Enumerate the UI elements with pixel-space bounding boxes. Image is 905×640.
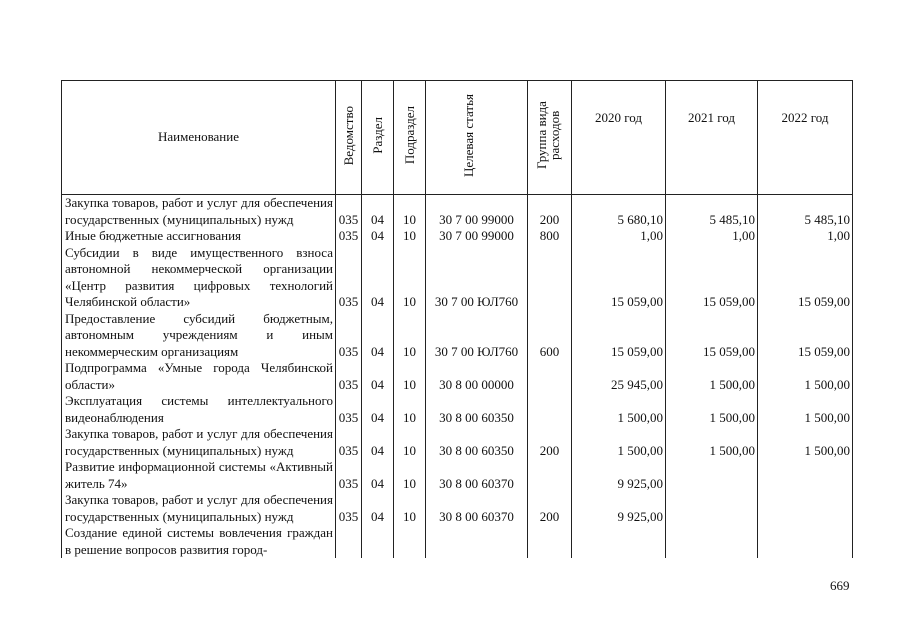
header-2021: 2021 год (666, 81, 758, 195)
row-department: 035 (336, 360, 362, 393)
row-name: Закупка товаров, работ и услуг для обеспечения государственных (муниципальных) нужд (62, 492, 336, 525)
table-body (62, 195, 853, 559)
table-row (62, 459, 853, 492)
row-expense-group (528, 459, 572, 492)
row-value-2020: 1 500,00 (572, 393, 666, 426)
row-value-2021: 15 059,00 (666, 311, 758, 361)
row-subsection: 10 (394, 311, 426, 361)
row-name: Развитие информационной системы «Активный житель 74» (62, 459, 336, 492)
row-subsection: 10 (394, 245, 426, 311)
row-subsection: 10 (394, 195, 426, 229)
budget-table (61, 80, 853, 558)
row-subsection: 10 (394, 492, 426, 525)
row-name: Закупка товаров, работ и услуг для обеспечения государственных (муниципальных) нужд (62, 195, 336, 229)
row-section (362, 525, 394, 558)
row-target-article: 30 7 00 99000 (426, 228, 528, 245)
row-value-2021: 1 500,00 (666, 360, 758, 393)
header-department: Ведомство (336, 81, 362, 195)
row-subsection: 10 (394, 459, 426, 492)
row-department: 035 (336, 228, 362, 245)
row-department: 035 (336, 245, 362, 311)
row-department: 035 (336, 393, 362, 426)
header-section: Раздел (362, 81, 394, 195)
row-expense-group (528, 525, 572, 558)
row-name: Закупка товаров, работ и услуг для обеспечения государственных (муниципальных) нужд (62, 426, 336, 459)
table-row (62, 311, 853, 361)
row-expense-group (528, 393, 572, 426)
row-value-2020 (572, 525, 666, 558)
row-target-article: 30 7 00 ЮЛ760 (426, 245, 528, 311)
row-expense-group: 800 (528, 228, 572, 245)
row-expense-group: 600 (528, 311, 572, 361)
row-value-2020: 9 925,00 (572, 459, 666, 492)
row-subsection: 10 (394, 426, 426, 459)
table-row (62, 426, 853, 459)
row-value-2020: 9 925,00 (572, 492, 666, 525)
header-expense-group: Группа вида расходов (528, 81, 572, 195)
row-value-2020: 25 945,00 (572, 360, 666, 393)
row-section: 04 (362, 459, 394, 492)
row-value-2022 (758, 459, 853, 492)
row-department: 035 (336, 426, 362, 459)
row-value-2022: 15 059,00 (758, 245, 853, 311)
row-value-2020: 15 059,00 (572, 311, 666, 361)
row-value-2021 (666, 525, 758, 558)
row-target-article: 30 8 00 60370 (426, 459, 528, 492)
row-target-article: 30 8 00 60350 (426, 426, 528, 459)
row-name: Предоставление субсидий бюджетным, автономным учреждениям и иным некоммерческим организациям (62, 311, 336, 361)
table-row (62, 393, 853, 426)
row-value-2021: 1 500,00 (666, 393, 758, 426)
row-expense-group (528, 245, 572, 311)
row-value-2020: 1,00 (572, 228, 666, 245)
table-row (62, 195, 853, 229)
row-target-article (426, 525, 528, 558)
row-section: 04 (362, 195, 394, 229)
row-value-2022: 5 485,10 (758, 195, 853, 229)
row-value-2022: 1 500,00 (758, 360, 853, 393)
row-value-2021: 1,00 (666, 228, 758, 245)
page-number: 669 (830, 578, 850, 593)
row-section: 04 (362, 426, 394, 459)
row-department: 035 (336, 195, 362, 229)
row-department (336, 525, 362, 558)
row-value-2020: 5 680,10 (572, 195, 666, 229)
table-header (62, 81, 853, 195)
row-section: 04 (362, 228, 394, 245)
table-row (62, 245, 853, 311)
row-target-article: 30 8 00 60370 (426, 492, 528, 525)
row-value-2021 (666, 459, 758, 492)
table-row (62, 525, 853, 558)
row-section: 04 (362, 360, 394, 393)
row-target-article: 30 8 00 60350 (426, 393, 528, 426)
row-name: Иные бюджетные ассигнования (62, 228, 336, 245)
row-value-2020: 1 500,00 (572, 426, 666, 459)
row-subsection (394, 525, 426, 558)
row-expense-group (528, 360, 572, 393)
row-subsection: 10 (394, 393, 426, 426)
row-value-2022: 1 500,00 (758, 393, 853, 426)
row-department: 035 (336, 492, 362, 525)
row-expense-group: 200 (528, 195, 572, 229)
row-value-2021: 1 500,00 (666, 426, 758, 459)
table-row (62, 492, 853, 525)
row-value-2020: 15 059,00 (572, 245, 666, 311)
row-target-article: 30 8 00 00000 (426, 360, 528, 393)
row-value-2021 (666, 492, 758, 525)
header-2020: 2020 год (572, 81, 666, 195)
row-value-2021: 15 059,00 (666, 245, 758, 311)
row-value-2021: 5 485,10 (666, 195, 758, 229)
row-target-article: 30 7 00 ЮЛ760 (426, 311, 528, 361)
row-department: 035 (336, 311, 362, 361)
row-section: 04 (362, 393, 394, 426)
header-subsection: Подраздел (394, 81, 426, 195)
row-expense-group: 200 (528, 426, 572, 459)
row-name: Подпрограмма «Умные города Челябинской области» (62, 360, 336, 393)
header-2022: 2022 год (758, 81, 853, 195)
row-value-2022: 15 059,00 (758, 311, 853, 361)
row-subsection: 10 (394, 360, 426, 393)
row-value-2022 (758, 492, 853, 525)
row-value-2022: 1,00 (758, 228, 853, 245)
row-section: 04 (362, 311, 394, 361)
row-name: Создание единой системы вовлечения граждан в решение вопросов развития город- (62, 525, 336, 558)
row-department: 035 (336, 459, 362, 492)
row-target-article: 30 7 00 99000 (426, 195, 528, 229)
row-section: 04 (362, 492, 394, 525)
row-value-2022 (758, 525, 853, 558)
row-section: 04 (362, 245, 394, 311)
table-row (62, 228, 853, 245)
header-target-article: Целевая статья (426, 81, 528, 195)
row-name: Субсидии в виде имущественного взноса автономной некоммерческой организации «Центр развития цифровых технологий Челябинской области» (62, 245, 336, 311)
table-row (62, 360, 853, 393)
row-subsection: 10 (394, 228, 426, 245)
row-name: Эксплуатация системы интеллектуального видеонаблюдения (62, 393, 336, 426)
header-name: Наименование (62, 81, 336, 195)
row-expense-group: 200 (528, 492, 572, 525)
row-value-2022: 1 500,00 (758, 426, 853, 459)
